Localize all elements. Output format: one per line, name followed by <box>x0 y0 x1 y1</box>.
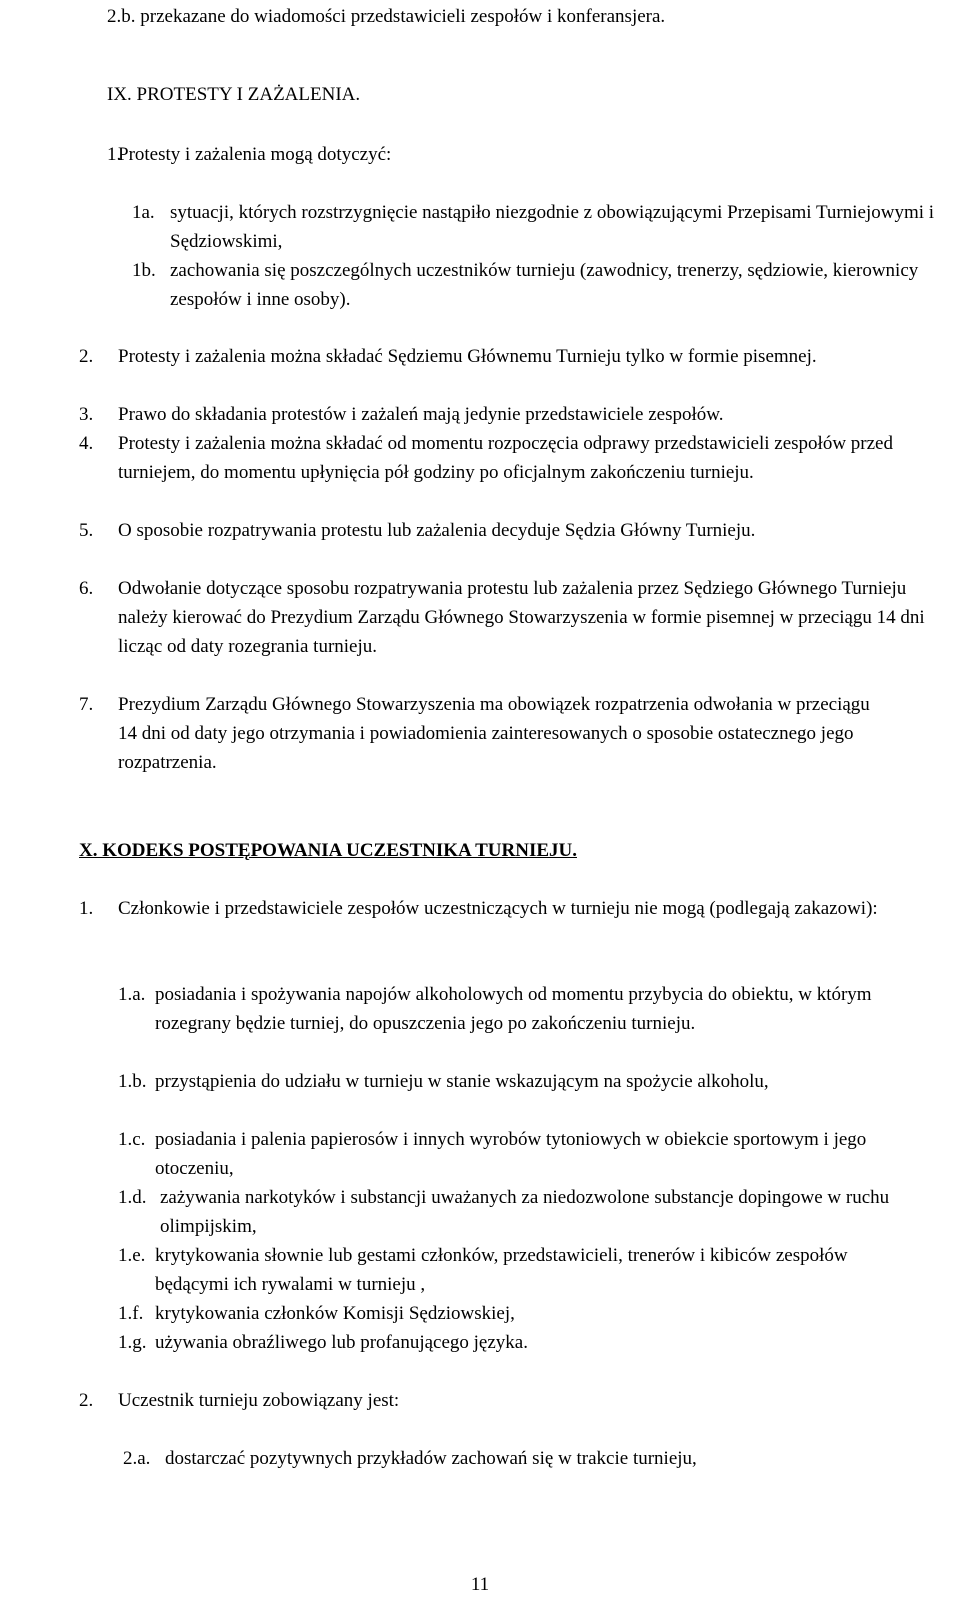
item-number: 1.g. <box>118 1332 147 1353</box>
item-text: krytykowania członków Komisji Sędziowskiej, <box>155 1303 515 1324</box>
item-text: sytuacji, których rozstrzygnięcie nastąpiło niezgodnie z obowiązującymi Przepisami Turniejowymi i Sędziowskimi, <box>170 202 935 252</box>
item-number: 4. <box>79 433 94 454</box>
item-text: Członkowie i przedstawiciele zespołów uczestniczących w turnieju nie mogą (podlegają zakazowi): <box>118 898 878 919</box>
item-number: 1.f. <box>118 1303 144 1324</box>
item-number: 7. <box>79 694 94 715</box>
item-text: dostarczać pozytywnych przykładów zachowań się w trakcie turnieju, <box>165 1448 697 1469</box>
item-number: 1b. <box>132 260 156 281</box>
item-number: 1.a. <box>118 984 146 1005</box>
item-text: posiadania i palenia papierosów i innych wyrobów tytoniowych w obiekcie sportowym i jego otoczeniu, <box>155 1129 867 1179</box>
item-text: przystąpienia do udziału w turnieju w stanie wskazującym na spożycie alkoholu, <box>155 1071 769 1092</box>
item-text: O sposobie rozpatrywania protestu lub zażalenia decyduje Sędzia Główny Turnieju. <box>118 520 756 541</box>
item-text: Uczestnik turnieju zobowiązany jest: <box>118 1390 400 1411</box>
item-number: 2. <box>79 1390 94 1411</box>
item-text: zachowania się poszczególnych uczestników turnieju (zawodnicy, trenerzy, sędziowie, kierownicy zespołów i inne osoby). <box>170 260 919 310</box>
item-number: 1. <box>79 898 94 919</box>
section-ix-heading: IX. PROTESTY I ZAŻALENIA. <box>107 84 361 105</box>
section-x-heading: X. KODEKS POSTĘPOWANIA UCZESTNIKA TURNIEJU. <box>79 840 577 861</box>
item-number: 1.d. <box>118 1187 147 1208</box>
item-number: 1.e. <box>118 1245 146 1266</box>
item-text: Protesty i zażalenia można składać Sędziemu Głównemu Turnieju tylko w formie pisemnej. <box>118 346 817 367</box>
intro-line-2b: 2.b. przekazane do wiadomości przedstawicieli zespołów i konferansjera. <box>107 6 666 27</box>
item-text: Protesty i zażalenia można składać od momentu rozpoczęcia odprawy przedstawicieli zespołów przed turniejem, do momentu upłynięcia pół godziny po oficjalnym zakończeniu turnieju. <box>118 433 893 483</box>
item-number: 1.b. <box>118 1071 147 1092</box>
item-number: 1.c. <box>118 1129 146 1150</box>
item-number: 1. <box>107 144 122 165</box>
item-text: używania obraźliwego lub profanującego języka. <box>155 1332 528 1353</box>
item-text: Odwołanie dotyczące sposobu rozpatrywania protestu lub zażalenia przez Sędziego Głównego Turnieju należy kierować do Prezydium Zarządu Głównego Stowarzyszenia w formie pisemnej w przeciągu 14 dni licząc od daty rozegrania turnieju. <box>118 578 925 657</box>
item-number: 2. <box>79 346 94 367</box>
item-number: 1a. <box>132 202 155 223</box>
item-text: zażywania narkotyków i substancji uważanych za niedozwolone substancje dopingowe w ruchu olimpijskim, <box>160 1187 890 1237</box>
item-text: Protesty i zażalenia mogą dotyczyć: <box>118 144 392 165</box>
item-text: krytykowania słownie lub gestami członków, przedstawicieli, trenerów i kibiców zespołów będącymi ich rywalami w turnieju , <box>155 1245 848 1295</box>
item-number: 6. <box>79 578 94 599</box>
item-number: 5. <box>79 520 94 541</box>
item-text: Prawo do składania protestów i zażaleń mają jedynie przedstawiciele zespołów. <box>118 404 724 425</box>
page-number: 11 <box>470 1574 490 1595</box>
item-text: posiadania i spożywania napojów alkoholowych od momentu przybycia do obiektu, w którym rozegrany będzie turniej, do opuszczenia jego po zakończeniu turnieju. <box>155 984 872 1034</box>
item-number: 3. <box>79 404 94 425</box>
item-text: Prezydium Zarządu Głównego Stowarzyszenia ma obowiązek rozpatrzenia odwołania w przeciągu 14 dni od daty jego otrzymania i powiadomienia zainteresowanych o sposobie ostatecznego jego rozpatrzenia. <box>118 694 870 773</box>
item-number: 2.a. <box>123 1448 151 1469</box>
